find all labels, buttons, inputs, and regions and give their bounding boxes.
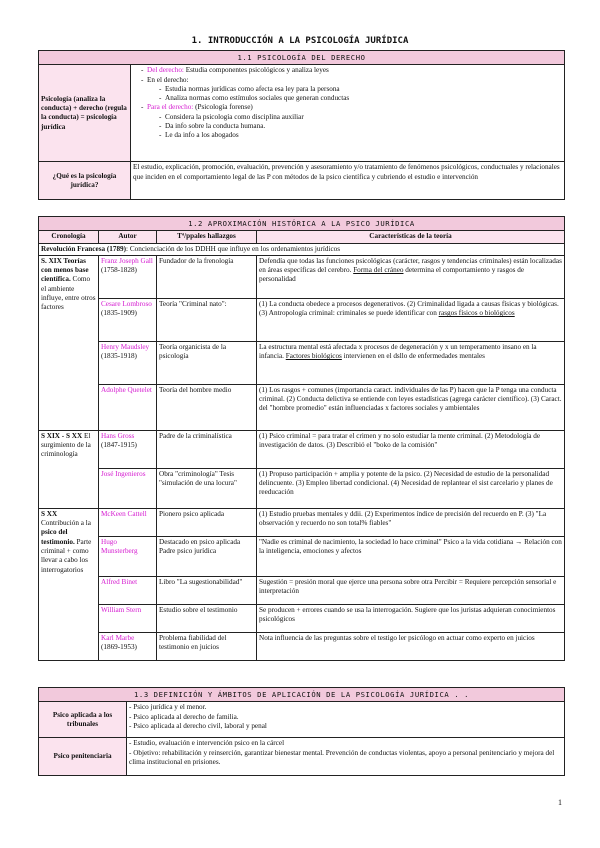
del-derecho-text: Estudia componentes psicológicos y analiza leyes [183,66,329,75]
ambito-line: - Objetivo: rehabilitación y reinserción, garantizar bienestar mental. Prevención de conductas violentas, apoyo a personal penitenciario y mejora del clima institucional en prisiones. [129,748,555,766]
finding-cell: Obra "criminología" Tesis "simulación de una locura" [157,468,257,508]
author-cell [99,576,157,604]
author-name: José Ingenieros [101,469,146,478]
finding-cell: Teoría del hombre medio [157,384,257,430]
author-cell [99,430,157,468]
author-cell [99,604,157,632]
document-title: 1. INTRODUCCIÓN A LA PSICOLOGÍA JURÍDICA [191,36,409,46]
author-name: Henry Maudsley [101,342,150,351]
section-1-2-heading: 1.2 APROXIMACIÓN HISTÓRICA A LA PSICO JURÍDICA [39,217,565,231]
characteristics-cell: (1) Propuso participación + amplia y potente de la psico. (2) Necesidad de estudio de la personalidad delincuente. (3) Empleo libertad condicional. (4) Necesidad de replantear el sist carcelario y planes de reeducación [257,468,565,508]
ambito-label: Psico aplicada a los tribunales [39,702,127,738]
period-s-xx [39,508,99,660]
characteristics-cell [257,298,565,341]
characteristics-cell [257,341,565,384]
ambito-line: - Psico jurídica y el menor. [129,703,207,712]
finding-cell: Libro "La sugestionabilidad" [157,576,257,604]
characteristics-text: (1) La conducta obedece a procesos degenerativos. (2) Criminalidad ligada a causas físicas y biológicas. (3) Antropología criminal: criminales se puede identificar con [259,299,559,318]
para-el-derecho-text: (Psicología forense) [193,103,253,112]
en-el-derecho-sub-item: - Estudia normas jurídicas como afecta esa ley para la persona [165,85,562,94]
author-name: Hans Gross [101,431,135,440]
finding-cell: Teoría organicista de la psicología [157,341,257,384]
period-text: Parte criminal + como llevar a cabo los interrogatorios [41,537,92,574]
characteristics-underlined: Factores biológicos [285,352,342,361]
characteristics-cell: (1) Psico criminal = para tratar el crimen y no solo estudiar la mente criminal. (2) Metodología de investigación de datos. (3) Describió el "boko de la comisión" [257,430,565,468]
section-1-3-table [38,687,565,776]
author-name: McKeen Cattell [101,509,147,518]
period-s-xix-s-xx [39,430,99,508]
characteristics-cell [257,255,565,298]
column-header-cronologia: Cronología [39,231,99,243]
author-name: Karl Marbe [101,633,135,642]
revolucion-text: : Concienciación de los DDHH que influye en los ordenamientos jurídicos [126,244,341,253]
author-cell [99,255,157,298]
section-1-3-heading: 1.3 DEFINICIÓN Y ÁMBITOS DE APLICACIÓN DE LA PSICOLOGÍA JURÍDICA . . [39,688,565,702]
author-name: Adolphe Quetelet [101,385,152,394]
author-cell [99,508,157,536]
column-header-caracteristicas: Características de la teoría [257,231,565,243]
characteristics-cell: Sugestión = presión moral que ejerce una persona sobre otra Percibir = Requiere percepción sensorial e interpretación [257,576,565,604]
page-number: 1 [558,798,562,807]
finding-cell: Problema fiabilidad del testimonio en juicios [157,632,257,660]
section-1-2-table [38,216,565,661]
author-name: Franz Joseph Gall [101,256,153,265]
period-title: psico del testimonio. [41,528,75,546]
characteristics-text: determina el comportamiento y rasgos de personalidad [259,266,525,284]
author-cell [99,341,157,384]
finding-cell: Padre de la criminalística [157,430,257,468]
para-el-derecho-prefix: Para el derecho: [147,103,194,112]
period-title: S. XIX Teorías con menos base científica. [41,256,89,284]
author-cell [99,384,157,430]
ambito-content [127,738,565,776]
ambito-line: - Psico aplicada al derecho civil, laboral y penal [129,721,267,730]
para-el-derecho-sub-item: - Le da info a los abogados [165,131,562,140]
question-label: ¿Qué es la psicología jurídica? [39,162,131,200]
author-cell [99,536,157,576]
en-el-derecho-sub-item: - Analiza normas como estímulos sociales que generan conductas [165,94,562,103]
author-name: William Stern [101,605,142,614]
characteristics-cell: (1) Los rasgos + comunes (importancia caract. individuales de las P) hacen que la P tenga una conducta criminal. (2) Conducta delictiva se entiende con leyes estadísticas (agrega carácter científico). (3) Caract. del "hombre promedio" están influenciadas x factores sociales y ambientales [257,384,565,430]
characteristics-underlined: rasgos físicos o biológicos [438,309,515,318]
characteristics-underlined: Forma del cráneo [353,266,404,275]
author-dates: (1847-1915) [101,441,137,450]
author-name: Cesare Lombroso [101,299,152,308]
psicologia-juridica-definition-label: Psicología (analiza la conducta) + derecho (regula la conducta) = psicología jurídica [39,65,131,162]
characteristics-cell: Nota influencia de las preguntas sobre el testigo ler psicólogo en actuar como experto en juicios [257,632,565,660]
period-text: El surgimiento de la criminología [41,431,91,459]
ambito-content [127,702,565,738]
characteristics-cell: "Nadie es criminal de nacimiento, la sociedad lo hace criminal" Psico a la vida cotidiana → Relación con la inteligencia, emociones y afectos [257,536,565,576]
ambito-line: - Estudio, evaluación e intervención psico en la cárcel [129,739,285,748]
author-dates: (1835-1909) [101,309,137,318]
characteristics-text: La estructura mental está afectada x procesos de degeneración y x un temperamento insano en la infancia. [259,342,537,361]
finding-cell: Pionero psico aplicada [157,508,257,536]
revolucion-francesa-row [39,243,565,255]
ambito-line: - Psico aplicada al derecho de familia. [129,712,239,721]
period-s-xix [39,255,99,430]
section-1-1-heading: 1.1 PSICOLOGÍA DEL DERECHO [39,51,565,65]
para-el-derecho-sub-item: - Da info sobre la conducta humana. [165,122,562,131]
column-header-autor: Autor [99,231,157,243]
characteristics-cell: (1) Estudio pruebas mentales y ddii. (2) Experimentos índice de precisión del recuerdo en P. (3) "La observación y recuerdo no son total% fiables" [257,508,565,536]
author-cell [99,468,157,508]
author-dates: (1835-1918) [101,352,137,361]
del-derecho-prefix: Del derecho: [147,66,184,75]
author-name: Alfred Binet [101,577,138,586]
question-answer: El estudio, explicación, promoción, evaluación, prevención y asesoramiento y/o tratamiento de fenómenos psicológicos, conductuales y relacionales que inciden en el comportamiento legal de las P con métodos de la psico científica y cubriendo el estudio e intervención [131,162,565,200]
period-text: Contribución a la [41,519,91,528]
section-1-1-table [38,50,565,200]
ambito-label: Psico penitenciaria [39,738,127,776]
para-el-derecho-sub-item: - Considera la psicología como disciplina auxiliar [165,113,562,122]
author-cell [99,632,157,660]
revolucion-label: Revolución Francesa (1789) [41,244,127,253]
author-dates: (1758-1828) [101,266,137,275]
characteristics-cell: Se producen + errores cuando se usa la interrogación. Sugiere que los juristas adquieran conocimientos psicológicos [257,604,565,632]
characteristics-text: intervienen en el dsllo de enfermedades mentales [341,352,485,361]
finding-cell: Fundador de la frenología [157,255,257,298]
author-name: Hugo Munsterberg [101,537,138,556]
finding-cell: Teoría "Criminal nato": [157,298,257,341]
finding-cell: Destacado en psico aplicada Padre psico jurídica [157,536,257,576]
period-title: S XX [41,509,58,518]
author-dates: (1869-1953) [101,643,137,652]
derecho-relations-list [131,65,565,162]
finding-cell: Estudio sobre el testimonio [157,604,257,632]
period-text: Como el ambiente influye, entre otros factores [41,275,96,312]
column-header-hallazgos: Tª/ppales hallazgos [157,231,257,243]
author-cell [99,298,157,341]
en-el-derecho-text: En el derecho: [147,75,189,84]
characteristics-text: Defendía que todas las funciones psicológicas (carácter, rasgos y tendencias criminales) están localizadas en áreas específicas del cerebro. [259,256,562,275]
period-title: S XIX - S XX [41,431,83,440]
